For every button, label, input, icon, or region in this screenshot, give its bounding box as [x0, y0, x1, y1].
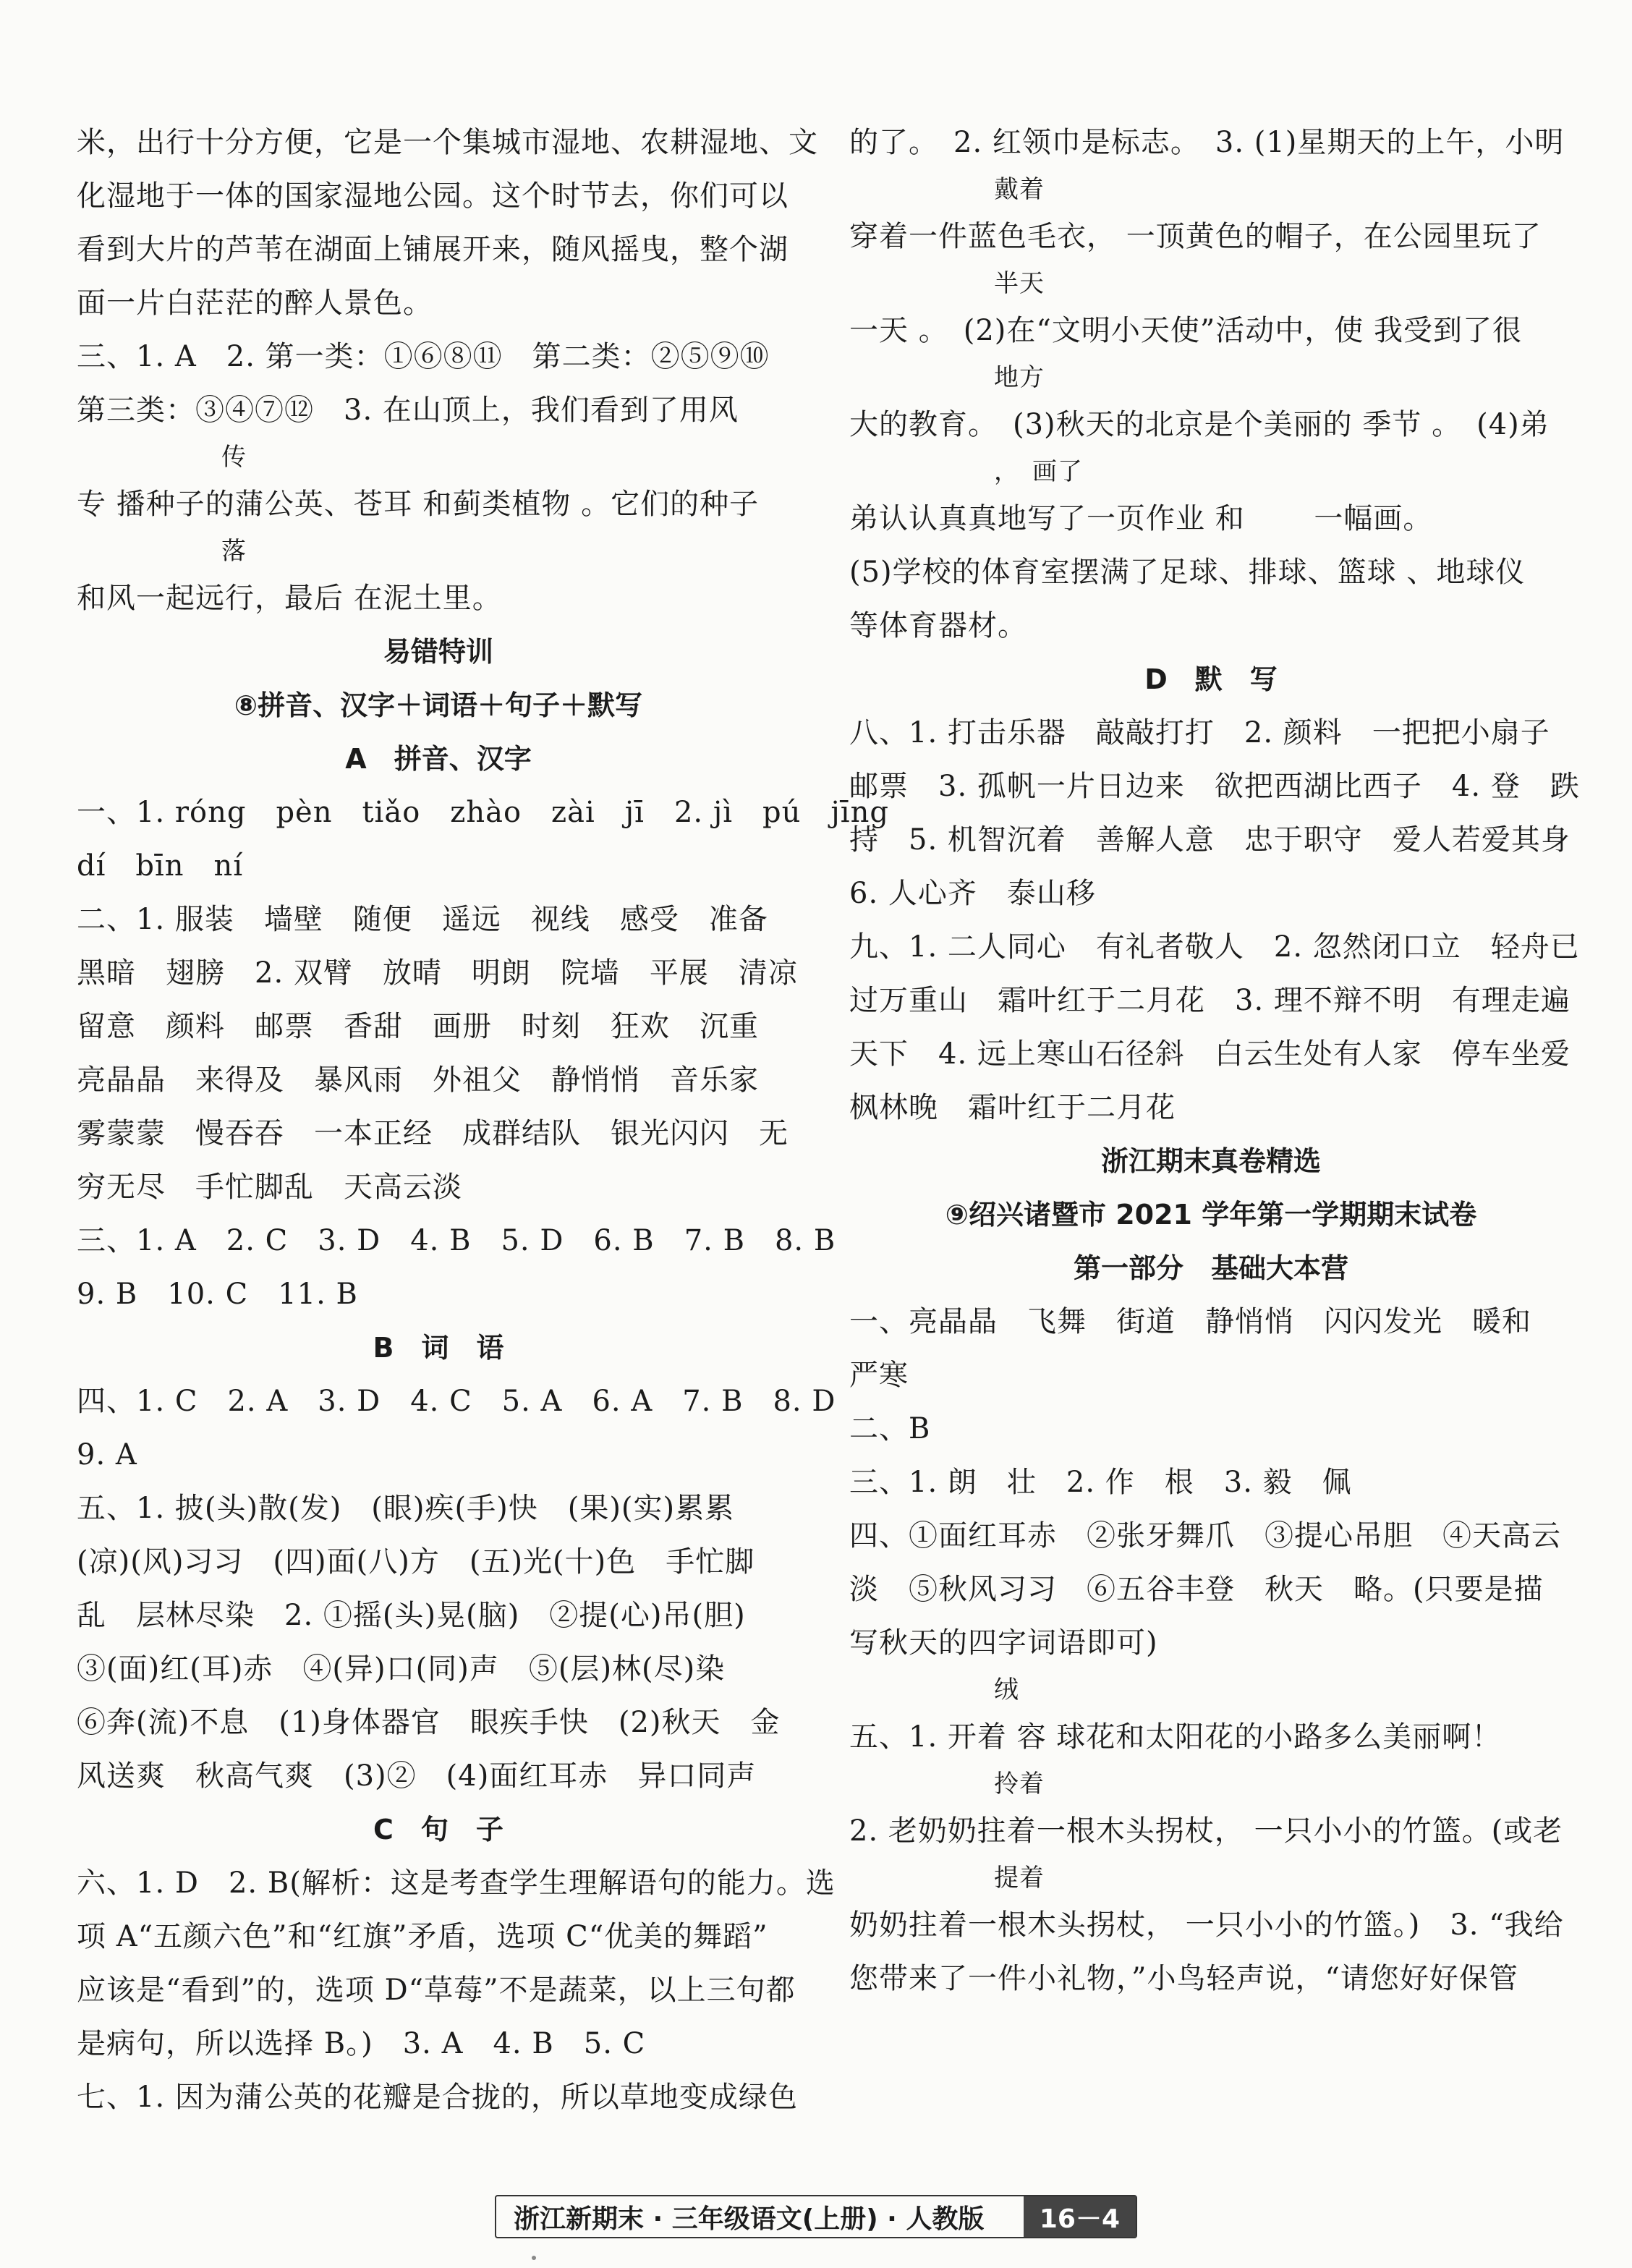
text-line: 邮票 3. 孤帆一片日边来 欲把西湖比西子 4. 登 跌 [849, 770, 1580, 803]
text-line: 面一片白茫茫的醉人景色。 [77, 286, 433, 320]
text-line: 一、亮晶晶 飞舞 街道 静悄悄 闪闪发光 暖和 [849, 1305, 1531, 1338]
text-line: (凉)(风)习习 (四)面(八)方 (五)光(十)色 手忙脚 [77, 1545, 755, 1579]
section-heading: D 默 写 [1144, 663, 1278, 695]
text-line: 是病句，所以选择 B。) 3. A 4. B 5. C [77, 2027, 646, 2060]
text-line: 一天 。 (2)在“文明小天使”活动中，使 我受到了很 [849, 314, 1522, 347]
correction-annotation: 地方 [994, 363, 1045, 392]
right-column [849, 116, 1580, 2005]
text-line: 三、1. 朗 壮 2. 作 根 3. 毅 佩 [849, 1466, 1352, 1499]
text-line: 四、①面红耳赤 ②张牙舞爪 ③提心吊胆 ④天高云 [849, 1519, 1561, 1553]
footer-title: 浙江新期末 · 三年级语文(上册) · 人教版 [514, 2204, 985, 2234]
text-line: 七、1. 因为蒲公英的花瓣是合拢的，所以草地变成绿色 [77, 2081, 798, 2114]
text-line: 米，出行十分方便，它是一个集城市湿地、农耕湿地、文 [77, 126, 818, 159]
text-line: 奶奶拄着一根木头拐杖， 一只小小的竹篮。) 3. “我给 [849, 1908, 1564, 1942]
text-line: 2. 老奶奶拄着一根木头拐杖， 一只小小的竹篮。(或老 [849, 1814, 1563, 1848]
section-heading: ⑨绍兴诸暨市 2021 学年第一学期期末试卷 [945, 1199, 1477, 1231]
text-line: 持 5. 机智沉着 善解人意 忠于职守 爱人若爱其身 [849, 823, 1571, 857]
footer-banner [495, 2195, 1137, 2238]
text-line: 大的教育。 (3)秋天的北京是个美丽的 季节 。 (4)弟 [849, 408, 1550, 441]
correction-annotation: 戴着 [994, 175, 1045, 204]
text-line: 穿着一件蓝色毛衣， 一顶黄色的帽子，在公园里玩了 [849, 220, 1542, 253]
text-line: 等体育器材。 [849, 609, 1027, 642]
text-line: 专 播种子的蒲公英、苍耳 和蓟类植物 。它们的种子 [77, 488, 760, 521]
text-line: ③(面)红(耳)赤 ④(异)口(同)声 ⑤(层)林(尽)染 [77, 1652, 726, 1686]
text-line: 雾蒙蒙 慢吞吞 一本正经 成群结队 银光闪闪 无 [77, 1117, 789, 1150]
correction-annotation: 提着 [994, 1864, 1045, 1893]
text-line: 淡 ⑤秋风习习 ⑥五谷丰登 秋天 略。(只要是描 [849, 1573, 1544, 1606]
text-line: 二、1. 服装 墙壁 随便 遥远 视线 感受 准备 [77, 903, 768, 936]
text-line: 八、1. 打击乐器 敲敲打打 2. 颜料 一把把小扇子 [849, 716, 1550, 749]
text-line: 弟认认真真地写了一页作业 和 一幅画。 [849, 502, 1433, 535]
footer-page-number: 16－4 [1024, 2196, 1136, 2237]
text-line: 乱 层林尽染 2. ①摇(头)晃(脑) ②提(心)吊(胆) [77, 1599, 746, 1632]
section-heading: B 词 语 [373, 1332, 504, 1364]
text-line: 枫林晚 霜叶红于二月花 [849, 1091, 1176, 1124]
text-line: 三、1. A 2. 第一类：①⑥⑧⑪ 第二类：②⑤⑨⑩ [77, 340, 770, 373]
text-line: 六、1. D 2. B(解析：这是考查学生理解语句的能力。选 [77, 1866, 836, 1900]
text-line: 写秋天的四字词语即可) [849, 1626, 1158, 1660]
section-heading: 第一部分 基础大本营 [1073, 1252, 1348, 1284]
text-line: 五、1. 披(头)散(发) (眼)疾(手)快 (果)(实)累累 [77, 1492, 735, 1525]
text-line: 穷无尽 手忙脚乱 天高云淡 [77, 1171, 462, 1204]
text-line: 过万重山 霜叶红于二月花 3. 理不辩不明 有理走遍 [849, 984, 1571, 1017]
text-line: 化湿地于一体的国家湿地公园。这个时节去，你们可以 [77, 179, 789, 213]
text-line: dí bīn ní [77, 849, 244, 883]
text-line: 您带来了一件小礼物，”小鸟轻声说，“请您好好保管 [849, 1962, 1518, 1995]
section-heading: 浙江期末真卷精选 [1100, 1145, 1321, 1177]
section-heading: ⑧拼音、汉字＋词语＋句子＋默写 [234, 689, 643, 721]
correction-annotation: 传 [221, 443, 247, 472]
text-line: 和风一起远行，最后 在泥土里。 [77, 582, 502, 615]
text-line: 九、1. 二人同心 有礼者敬人 2. 忽然闭口立 轻舟已 [849, 930, 1580, 964]
text-line: 亮晶晶 来得及 暴风雨 外祖父 静悄悄 音乐家 [77, 1063, 759, 1097]
text-line: 第三类：③④⑦⑫ 3. 在山顶上，我们看到了用风 [77, 394, 739, 427]
text-line: 五、1. 开着 容 球花和太阳花的小路多么美丽啊！ [849, 1720, 1502, 1754]
correction-annotation: 半天 [994, 269, 1045, 298]
text-line: 严寒 [849, 1359, 909, 1392]
text-line: (5)学校的体育室摆满了足球、排球、篮球 、地球仪 [849, 556, 1526, 589]
text-line: 一、1. róng pèn tiǎo zhào zài jī 2. jì pú jīng [77, 796, 889, 829]
text-line: 9. B 10. C 11. B [77, 1278, 358, 1311]
text-line: 看到大片的芦苇在湖面上铺展开来，随风摇曳，整个湖 [77, 233, 789, 266]
text-line: 留意 颜料 邮票 香甜 画册 时刻 狂欢 沉重 [77, 1010, 759, 1043]
text-line: 6. 人心齐 泰山移 [849, 877, 1096, 910]
text-line: ⑥奔(流)不息 (1)身体器官 眼疾手快 (2)秋天 金 [77, 1706, 781, 1739]
text-line: 二、B [849, 1412, 931, 1445]
text-line: 黑暗 翅膀 2. 双臂 放晴 明朗 院墙 平展 清凉 [77, 956, 798, 990]
correction-annotation: 落 [221, 537, 247, 566]
text-line: 三、1. A 2. C 3. D 4. B 5. D 6. B 7. B 8. B [77, 1224, 836, 1257]
text-line: 应该是“看到”的，选项 D“草莓”不是蔬菜，以上三句都 [77, 1974, 796, 2007]
section-heading: A 拼音、汉字 [345, 743, 532, 775]
text-line: 风送爽 秋高气爽 (3)② (4)面红耳赤 异口同声 [77, 1759, 757, 1793]
section-heading: 易错特训 [383, 636, 493, 668]
correction-annotation: 绒 [994, 1675, 1019, 1704]
correction-annotation: 拎着 [994, 1770, 1045, 1798]
text-line: 四、1. C 2. A 3. D 4. C 5. A 6. A 7. B 8. D [77, 1385, 836, 1418]
text-line: 项 A“五颜六色”和“红旗”矛盾，选项 C“优美的舞蹈” [77, 1920, 768, 1953]
binding-dot [532, 2256, 536, 2260]
text-line: 天下 4. 远上寒山石径斜 白云生处有人家 停车坐爱 [849, 1037, 1571, 1071]
text-line: 9. A [77, 1438, 137, 1471]
text-line: 的了。 2. 红领巾是标志。 3. (1)星期天的上午，小明 [849, 126, 1565, 159]
correction-annotation: ， 画了 [994, 457, 1083, 486]
section-heading: C 句 子 [373, 1814, 503, 1846]
